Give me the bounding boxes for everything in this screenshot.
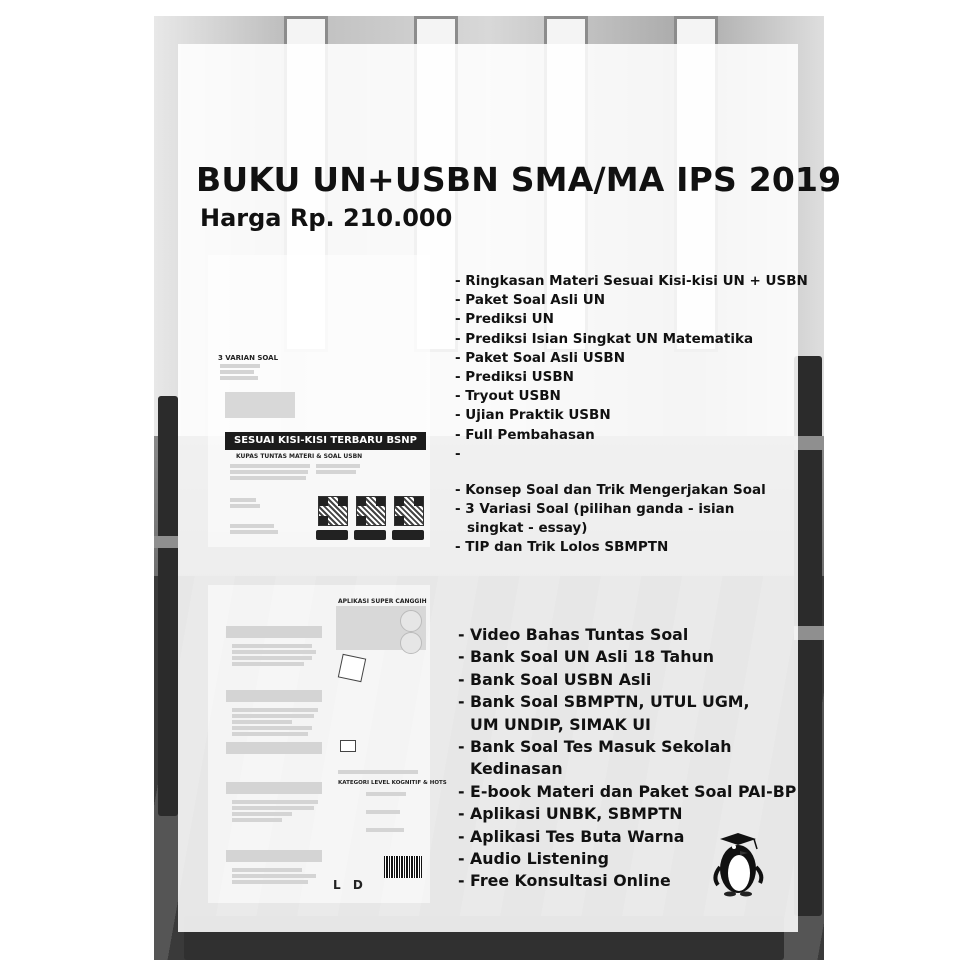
app-heading: APLIKASI SUPER CANGGIH [338, 598, 427, 605]
cover-text-line [230, 470, 308, 474]
cover-text-line [232, 812, 292, 816]
back-cover-section-bar [226, 742, 322, 754]
back-cover-section-bar [226, 782, 322, 794]
list-item: - Konsep Soal dan Trik Mengerjakan Soal [455, 482, 766, 498]
bsnp-band: SESUAI KISI-KISI TERBARU BSNP [225, 432, 426, 450]
page-title: BUKU UN+USBN SMA/MA IPS 2019 [196, 160, 842, 199]
category-heading: KATEGORI LEVEL KOGNITIF & HOTS [338, 780, 447, 786]
cover-text-line [232, 714, 314, 718]
cover-text-line [230, 530, 278, 534]
list-item: - Prediksi Isian Singkat UN Matematika [455, 330, 754, 347]
back-cover-section-bar [226, 690, 322, 702]
features-list-part2 [455, 481, 766, 557]
cover-text-line [232, 880, 308, 884]
cover-text-line [232, 708, 318, 712]
cover-text-line [232, 732, 308, 736]
list-item: - Full Pembahasan [455, 426, 595, 443]
barcode-icon [384, 856, 422, 878]
list-item: - Bank Soal USBN Asli [458, 669, 652, 689]
back-cover-section-bar [226, 626, 322, 638]
list-item: - E-book Materi dan Paket Soal PAI-BP [458, 781, 797, 801]
cover-text-line [232, 662, 304, 666]
cover-text-line [316, 470, 356, 474]
cover-text-line [230, 504, 260, 508]
qr-code-icon [394, 496, 424, 526]
list-item: - Bank Soal UN Asli 18 Tahun [458, 647, 714, 667]
list-item: - Aplikasi UNBK, SBMPTN [458, 804, 683, 824]
cover-image-block [225, 392, 295, 418]
cover-text-line [366, 810, 400, 814]
app-store-badge-icon [392, 530, 424, 540]
list-item: - TIP dan Trik Lolos SBMPTN [455, 539, 669, 555]
cover-text-line [230, 476, 306, 480]
list-item: - Free Konsultasi Online [458, 871, 671, 891]
list-item: - Tryout USBN [455, 388, 561, 405]
cover-text-line [232, 656, 312, 660]
cover-text-line [232, 644, 312, 648]
list-item: - Aplikasi Tes Buta Warna [458, 826, 685, 846]
variants-heading: 3 VARIAN SOAL [218, 354, 279, 362]
list-item: - Prediksi USBN [455, 368, 574, 385]
cover-text-line [232, 874, 316, 878]
app-store-badge-icon [354, 530, 386, 540]
penguin-graduate-icon [710, 825, 766, 897]
list-item: - Prediksi UN [455, 311, 554, 328]
cover-text-line [220, 376, 258, 380]
cover-text-line [366, 828, 404, 832]
list-item: - Video Bahas Tuntas Soal [458, 625, 689, 644]
list-item: - Bank Soal Tes Masuk Sekolah [458, 737, 732, 757]
publisher-logo: L D [333, 878, 367, 892]
cover-text-line [338, 770, 418, 774]
desk [158, 396, 178, 816]
list-item: - Paket Soal Asli UN [455, 292, 606, 309]
list-item-continuation: singkat - essay) [467, 520, 588, 536]
list-item-continuation: Kedinasan [470, 759, 563, 779]
qr-code-icon [318, 496, 348, 526]
list-item-continuation: UM UNDIP, SIMAK UI [470, 714, 651, 734]
cover-text-line [232, 800, 318, 804]
list-item: - Paket Soal Asli USBN [455, 349, 626, 366]
cover-subheading: KUPAS TUNTAS MATERI & SOAL USBN [236, 453, 363, 460]
cover-text-line [220, 364, 260, 368]
cover-text-line [230, 524, 274, 528]
monitor-icon [340, 740, 356, 752]
app-circle-icon [400, 632, 422, 654]
cover-text-line [316, 464, 360, 468]
cover-text-line [232, 720, 292, 724]
cover-text-line [230, 498, 256, 502]
app-store-badge-icon [316, 530, 348, 540]
list-item: - Audio Listening [458, 849, 609, 869]
desk-top [154, 536, 178, 548]
cover-text-line [232, 726, 312, 730]
cover-text-line [366, 792, 406, 796]
cover-text-line [232, 806, 314, 810]
app-circle-icon [400, 610, 422, 632]
features-list-part1 [455, 272, 808, 464]
desk-top [794, 626, 824, 640]
cover-text-line [232, 650, 316, 654]
list-item: - Ringkasan Materi Sesuai Kisi-kisi UN + USBN [455, 273, 808, 289]
list-item: - Bank Soal SBMPTN, UTUL UGM, [458, 692, 750, 712]
qr-code-icon [356, 496, 386, 526]
cover-text-line [232, 868, 302, 872]
cover-text-line [220, 370, 254, 374]
cover-text-line [232, 818, 282, 822]
price-label: Harga Rp. 210.000 [200, 204, 453, 232]
book-icon [338, 654, 366, 682]
cover-text-line [230, 464, 310, 468]
list-item: - [455, 445, 461, 462]
list-item: - Ujian Praktik USBN [455, 407, 611, 424]
back-cover-section-bar [226, 850, 322, 862]
list-item: - 3 Variasi Soal (pilihan ganda - isian [455, 501, 735, 517]
